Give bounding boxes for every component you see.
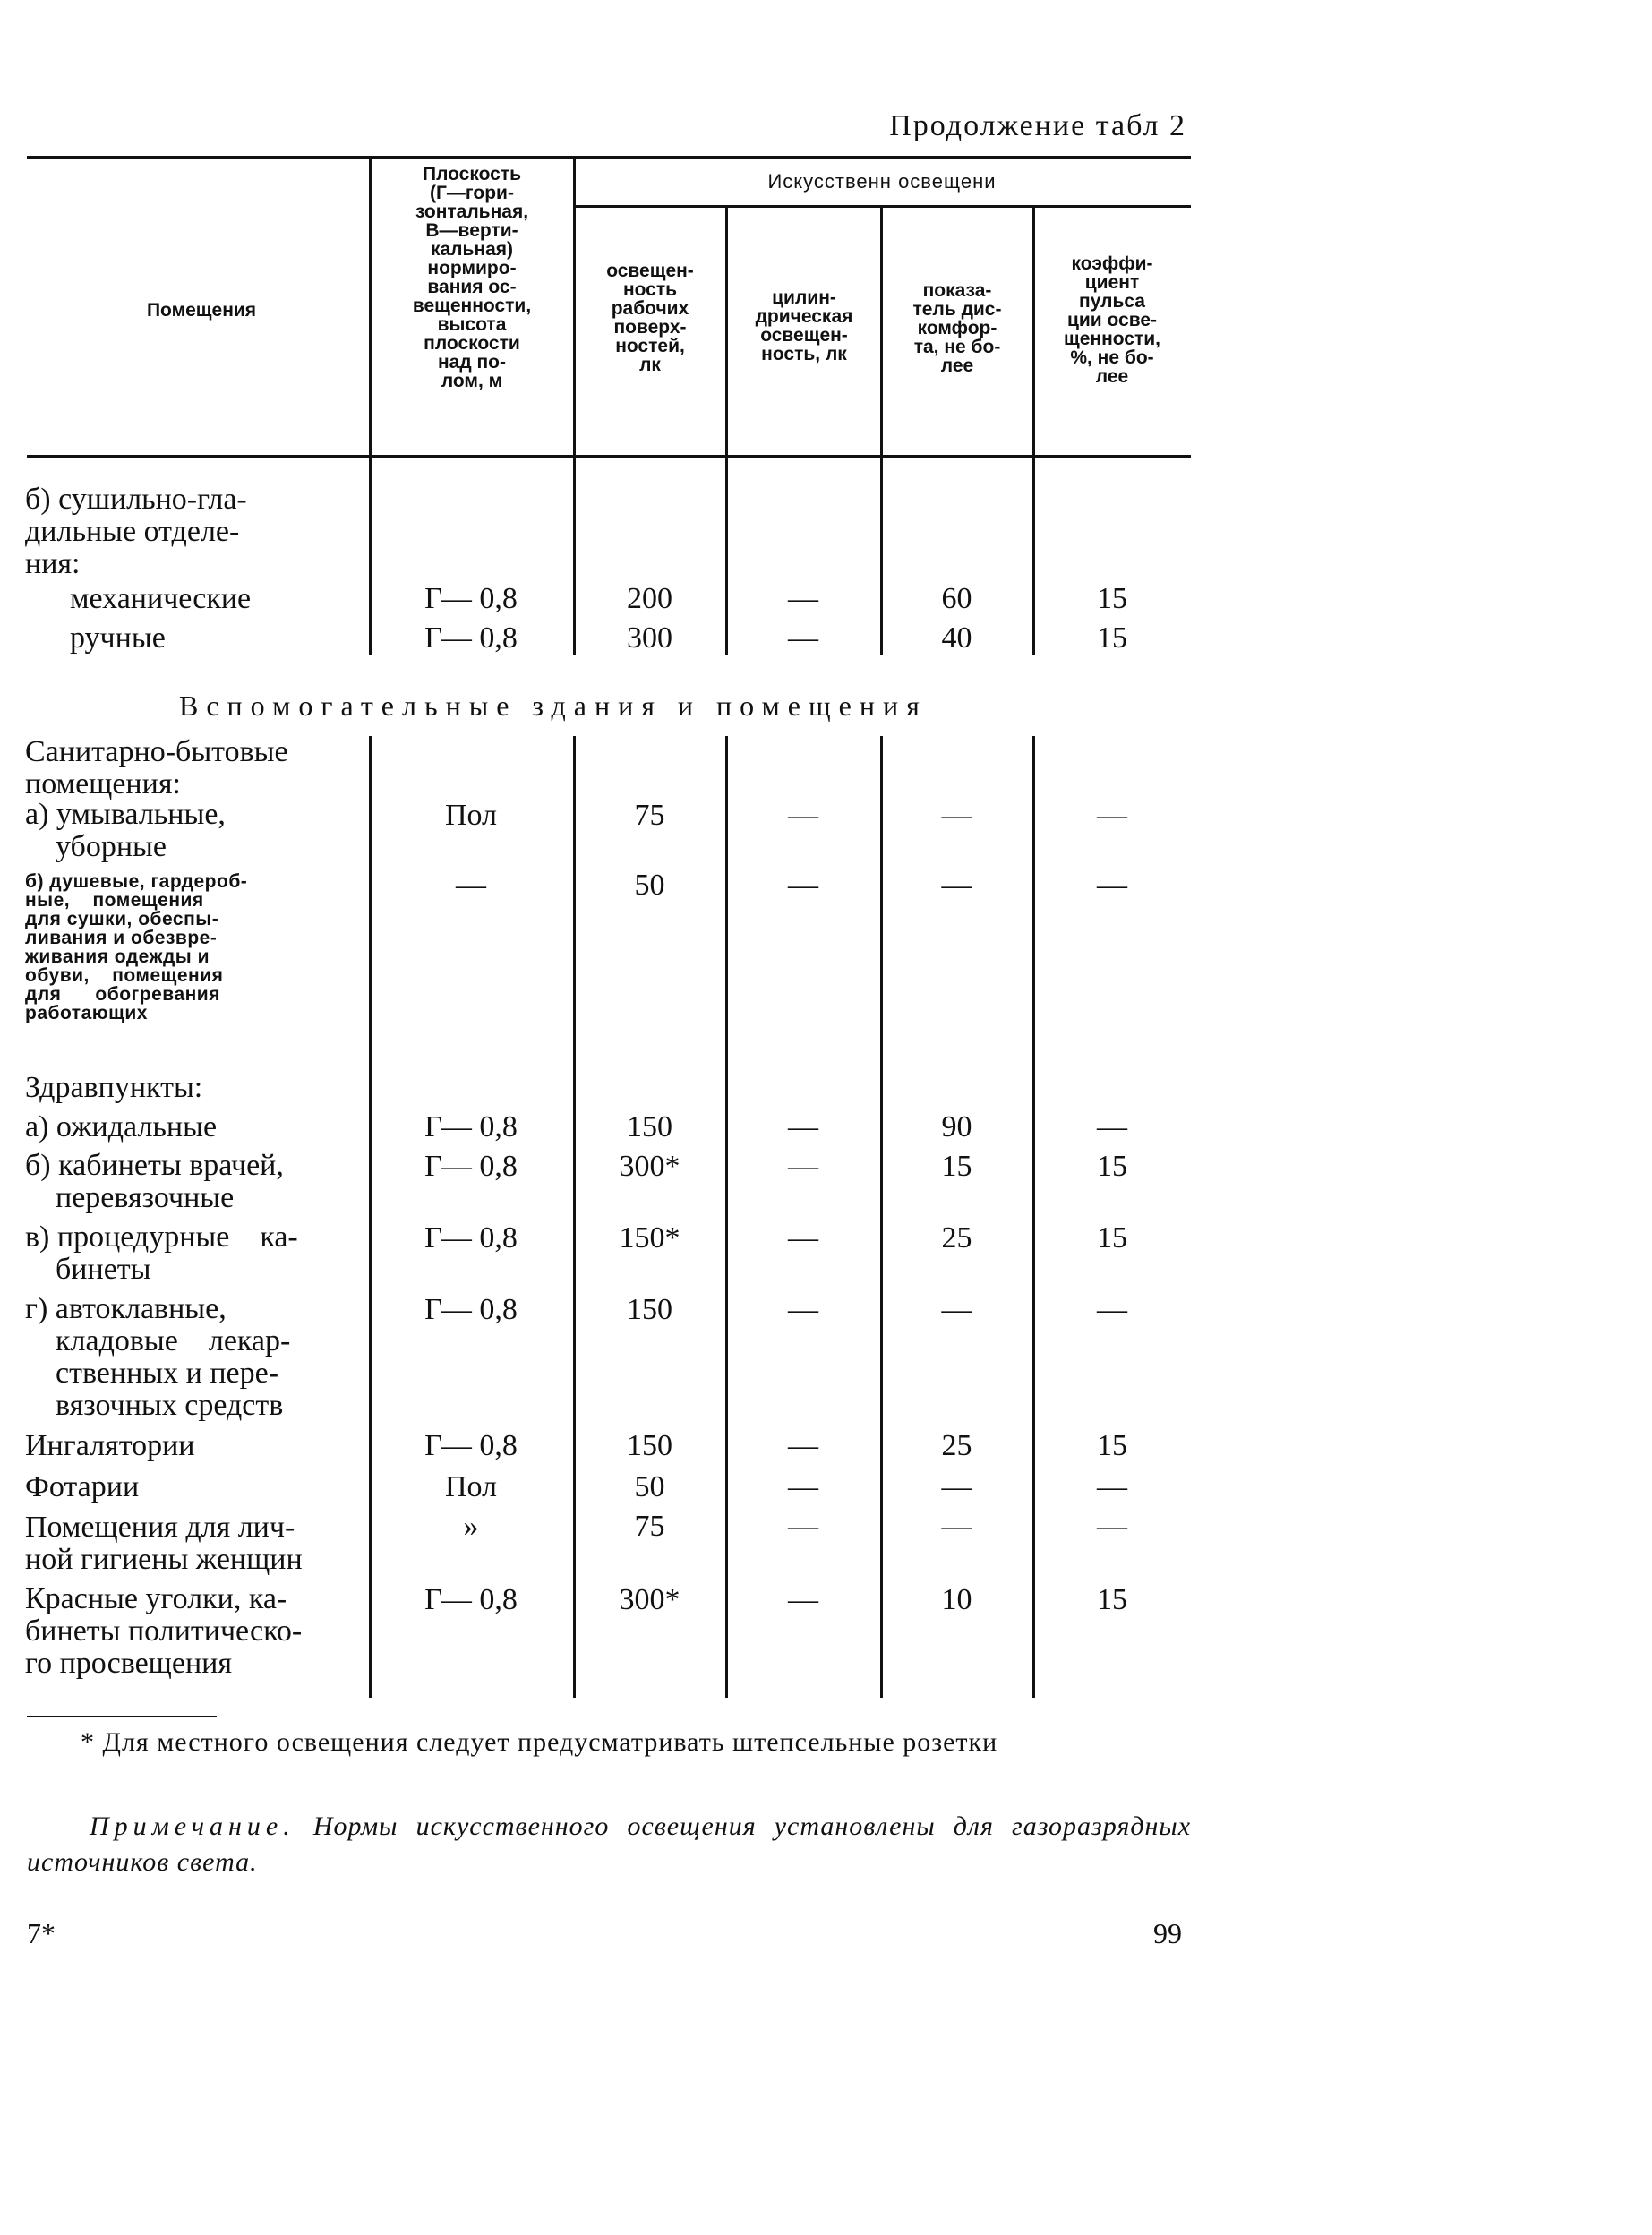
row-doctors-name: б) кабинеты врачей, перевязочные bbox=[25, 1149, 284, 1214]
row-inhal-cyl: — bbox=[788, 1429, 818, 1462]
row-autoclave-plane: Г— 0,8 bbox=[424, 1293, 518, 1326]
group-sanitary: Санитарно-бытовые помещения: bbox=[25, 735, 288, 801]
row-manual-work: 300 bbox=[627, 621, 672, 655]
row-hygiene-puls: — bbox=[1097, 1510, 1127, 1543]
row-redcorner-name: Красные уголки, ка- бинеты политическо- го просвещения bbox=[25, 1582, 303, 1680]
row-procedure-puls: 15 bbox=[1097, 1221, 1127, 1255]
row-washrooms-cyl: — bbox=[788, 799, 818, 832]
row-inhal-work: 150 bbox=[627, 1429, 672, 1462]
row-waiting-disc: 90 bbox=[941, 1110, 972, 1143]
row-autoclave-name: г) автоклавные, кладовые лекар- ственных и пере- вязочных средств bbox=[25, 1292, 291, 1422]
footnote: * Для местного освещения следует предусматривать штепсельные розетки bbox=[81, 1727, 998, 1757]
row-doctors-work: 300* bbox=[619, 1150, 680, 1183]
table-top-rule bbox=[27, 156, 1191, 159]
page-number: 99 bbox=[1153, 1917, 1182, 1949]
col-header-disc: показа- тель дис- комфор- та, не бо- лее bbox=[912, 280, 1002, 376]
row-washrooms-disc: — bbox=[941, 799, 972, 832]
row-washrooms-plane: Пол bbox=[444, 799, 498, 832]
row-manual-puls: 15 bbox=[1097, 621, 1127, 655]
col-header-plane: Плоскость (Г—гори- зонтальная, В—верти- кальная) нормиро- вания ос- вещенности, высота плоскости над по- лом, м bbox=[412, 164, 532, 391]
col-header-room: Помещения bbox=[146, 300, 257, 321]
row-doctors-disc: 15 bbox=[941, 1150, 972, 1183]
row-procedure-work: 150* bbox=[619, 1221, 680, 1255]
row-washrooms-puls: — bbox=[1097, 799, 1127, 832]
row-photo-puls: — bbox=[1097, 1470, 1127, 1503]
header-divider bbox=[369, 159, 372, 455]
row-redcorner-work: 300* bbox=[619, 1583, 680, 1616]
row-doctors-plane: Г— 0,8 bbox=[424, 1150, 518, 1183]
row-manual-cyl: — bbox=[788, 621, 818, 655]
row-procedure-disc: 25 bbox=[941, 1221, 972, 1255]
row-hygiene-name: Помещения для лич- ной гигиены женщин bbox=[25, 1511, 303, 1576]
group-header-rule bbox=[575, 205, 1191, 208]
row-hygiene-plane: » bbox=[463, 1510, 479, 1543]
footnote-rule bbox=[27, 1716, 217, 1717]
row-photo-disc: — bbox=[941, 1470, 972, 1503]
header-divider bbox=[573, 159, 576, 455]
group-health-posts: Здравпункты: bbox=[25, 1071, 203, 1104]
row-waiting-work: 150 bbox=[627, 1110, 672, 1143]
row-showers-work: 50 bbox=[634, 869, 665, 902]
header-divider bbox=[725, 208, 728, 455]
row-showers-cyl: — bbox=[788, 869, 818, 902]
row-procedure-plane: Г— 0,8 bbox=[424, 1221, 518, 1255]
note bbox=[27, 1809, 1191, 1880]
row-redcorner-cyl: — bbox=[788, 1583, 818, 1616]
header-bottom-rule bbox=[27, 455, 1191, 458]
row-redcorner-plane: Г— 0,8 bbox=[424, 1583, 518, 1616]
row-showers-plane: — bbox=[456, 869, 486, 902]
row-procedure-cyl: — bbox=[788, 1221, 818, 1255]
section-heading: Вспомогательные здания и помещения bbox=[179, 689, 928, 722]
row-showers-puls: — bbox=[1097, 869, 1127, 902]
col-header-group: Искусственн освещени bbox=[767, 170, 997, 193]
row-photo-work: 50 bbox=[634, 1470, 665, 1503]
row-hygiene-disc: — bbox=[941, 1510, 972, 1543]
row-waiting-cyl: — bbox=[788, 1110, 818, 1143]
row-mechanical-work: 200 bbox=[627, 582, 672, 615]
note-text: Нормы искусственного освещения установлены для газоразрядных источников света. bbox=[27, 1811, 1192, 1877]
row-manual-plane: Г— 0,8 bbox=[424, 621, 518, 655]
row-redcorner-disc: 10 bbox=[941, 1583, 972, 1616]
row-showers-disc: — bbox=[941, 869, 972, 902]
row-photo-name: Фотарии bbox=[25, 1470, 140, 1503]
row-mechanical-plane: Г— 0,8 bbox=[424, 582, 518, 615]
row-group-drying: б) сушильно-гла- дильные отделе- ния: bbox=[25, 483, 247, 580]
row-inhal-disc: 25 bbox=[941, 1429, 972, 1462]
row-inhal-puls: 15 bbox=[1097, 1429, 1127, 1462]
continuation-note: Продолжение табл 2 bbox=[889, 109, 1186, 142]
row-autoclave-cyl: — bbox=[788, 1293, 818, 1326]
row-mechanical-cyl: — bbox=[788, 582, 818, 615]
col-header-work: освещен- ность рабочих поверх- ностей, лк bbox=[606, 261, 694, 375]
row-showers-name: б) душевые, гардероб- ные, помещения для сушки, обеспы- ливания и обезвре- живания одежды и обуви, помещения для обогревания работающих bbox=[25, 871, 248, 1023]
col-header-cyl: цилин- дрическая освещен- ность, лк bbox=[755, 287, 853, 364]
row-inhal-plane: Г— 0,8 bbox=[424, 1429, 518, 1462]
row-waiting-puls: — bbox=[1097, 1110, 1127, 1143]
row-waiting-plane: Г— 0,8 bbox=[424, 1110, 518, 1143]
row-hygiene-work: 75 bbox=[634, 1510, 665, 1543]
page-mark: 7* bbox=[27, 1917, 56, 1949]
note-label: Примечание. bbox=[90, 1811, 295, 1841]
row-redcorner-puls: 15 bbox=[1097, 1583, 1127, 1616]
row-mechanical-disc: 60 bbox=[941, 582, 972, 615]
row-mechanical-name: механические bbox=[70, 582, 252, 615]
row-autoclave-disc: — bbox=[941, 1293, 972, 1326]
row-waiting-name: а) ожидальные bbox=[25, 1110, 218, 1143]
row-washrooms-name: а) умывальные, уборные bbox=[25, 798, 226, 863]
row-washrooms-work: 75 bbox=[634, 799, 665, 832]
row-inhal-name: Ингалятории bbox=[25, 1429, 195, 1462]
col-header-puls: коэффи- циент пульса ции осве- щенности, %, не бо- лее bbox=[1063, 253, 1161, 387]
row-doctors-cyl: — bbox=[788, 1150, 818, 1183]
row-procedure-name: в) процедурные ка- бинеты bbox=[25, 1220, 298, 1286]
row-mechanical-puls: 15 bbox=[1097, 582, 1127, 615]
row-doctors-puls: 15 bbox=[1097, 1150, 1127, 1183]
row-hygiene-cyl: — bbox=[788, 1510, 818, 1543]
row-manual-name: ручные bbox=[70, 621, 166, 655]
row-manual-disc: 40 bbox=[941, 621, 972, 655]
row-photo-plane: Пол bbox=[444, 1470, 498, 1503]
row-autoclave-work: 150 bbox=[627, 1293, 672, 1326]
row-photo-cyl: — bbox=[788, 1470, 818, 1503]
row-autoclave-puls: — bbox=[1097, 1293, 1127, 1326]
